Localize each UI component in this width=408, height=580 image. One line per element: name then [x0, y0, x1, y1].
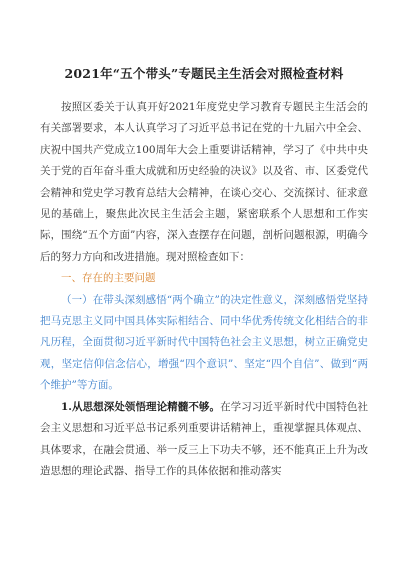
subsection-paragraph: （一）在带头深刻感悟“两个确立”的决定性意义，深刻感悟党坚持把马克思主义同中国具体实际相结合、同中华优秀传统文化相结合的非凡历程，全面贯彻习近平新时代中国特色社会主义思想，树立正确党史观，坚定信仰信念信心，增强“四个意识”、坚定“四个自信”、做到“两个维护”等方面。 — [40, 293, 368, 392]
item-body: 在学习习近平新时代中国特色社会主义思想和习近平总书记系列重要讲话精神上，重视掌握具体观点、具体要求，在融会贯通、举一反三上下功夫不够，还不能真正上升为改造思想的理论武器、指导工作的具体依据和推动落实 — [40, 400, 369, 477]
document-title: 2021年“五个带头”专题民主生活会对照检查材料 — [64, 66, 344, 81]
intro-paragraph: 按照区委关于认真开好2021年度党史学习教育专题民主生活会的有关部署要求，本人认真学习了习近平总书记在党的十九届六中全会、庆祝中国共产党成立100周年大会上重要讲话精神，学习了《中共中央关于党的百年奋斗重大成就和历史经验的决议》以及省、市、区委党代会精神和党史学习教育总结大会精神，在谈心交心、交流探讨、征求意见的基础上，聚焦此次民主生活会主题，紧密联系个人思想和工作实际，围绕“五个方面”内容，深入查摆存在问题，剖析问题根源，明确今后的努力方向和改进措施。现对照检查如下： — [40, 101, 368, 263]
item-paragraph — [40, 397, 368, 483]
section-heading: 一、存在的主要问题 — [61, 272, 156, 285]
item-lead: 1.从思想深处领悟理论精髓不够。 — [61, 400, 221, 413]
